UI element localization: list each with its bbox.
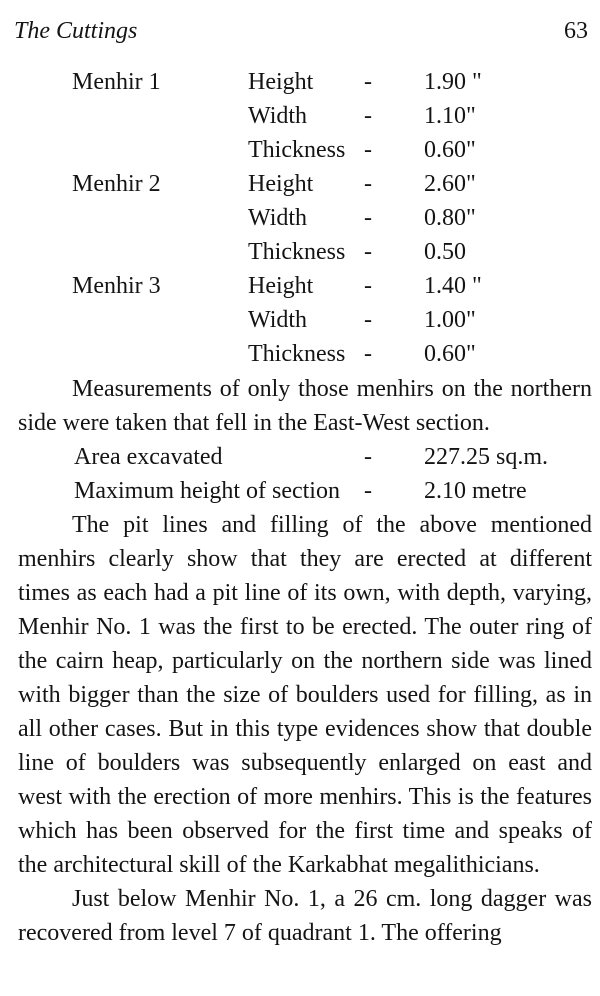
dash: - xyxy=(364,444,372,470)
table-row xyxy=(72,269,592,303)
page-header xyxy=(14,14,588,48)
dimension-label: Height xyxy=(248,171,314,197)
paragraph-dagger: Just below Menhir No. 1, a 26 cm. long dagger was recovered from level 7 of quadrant 1. The offering xyxy=(18,886,592,946)
stat-label: Area excavated xyxy=(74,444,223,470)
menhir-name: Menhir 2 xyxy=(72,171,161,197)
paragraph-pit-lines: The pit lines and filling of the above mentioned menhirs clearly show that they are erected at different times as each had a pit line of its own, with depth, varying, Menhir No. 1 was the first to be erected. The outer ring of the cairn heap, particularly on the northern side was lined with bigger than the size of boulders used for filling, as in all other cases. But in this type evidences show that double line of boulders was subsequently enlarged on east and west with the erection of more menhirs. This is the features which has been observed for the first time and speaks of the architectural skill of the Karkabhat megalithicians. xyxy=(18,512,592,878)
stat-row xyxy=(18,440,592,474)
dimension-label: Thickness xyxy=(248,239,346,265)
table-row xyxy=(72,133,592,167)
running-title: The Cuttings xyxy=(14,18,138,44)
dimension-value: 0.60" xyxy=(424,341,476,367)
dimension-label: Thickness xyxy=(248,341,346,367)
dash: - xyxy=(364,171,372,197)
paragraph-measurements-note: Measurements of only those menhirs on the northern side were taken that fell in the East-West section. xyxy=(18,376,592,436)
dimension-value: 0.60" xyxy=(424,137,476,163)
table-row xyxy=(72,65,592,99)
dash: - xyxy=(364,69,372,95)
table-row xyxy=(72,201,592,235)
dash: - xyxy=(364,137,372,163)
stat-label: Maximum height of section xyxy=(74,478,340,504)
menhir-name: Menhir 1 xyxy=(72,69,161,95)
dimension-value: 0.50 xyxy=(424,239,466,265)
dash: - xyxy=(364,103,372,129)
dimension-value: 2.60" xyxy=(424,171,476,197)
dimension-value: 1.00" xyxy=(424,307,476,333)
dash: - xyxy=(364,273,372,299)
table-row xyxy=(72,235,592,269)
page-number: 63 xyxy=(564,18,588,44)
table-row xyxy=(72,337,592,371)
dash: - xyxy=(364,205,372,231)
stat-row xyxy=(18,474,592,508)
table-row xyxy=(72,167,592,201)
dimension-value: 0.80" xyxy=(424,205,476,231)
table-row xyxy=(72,99,592,133)
dimension-label: Width xyxy=(248,205,308,231)
dimension-label: Thickness xyxy=(248,137,346,163)
table-row xyxy=(72,303,592,337)
dash: - xyxy=(364,239,372,265)
body-text xyxy=(18,372,592,950)
dimension-label: Width xyxy=(248,103,308,129)
dash: - xyxy=(364,341,372,367)
stat-value: 2.10 metre xyxy=(424,478,527,504)
stat-value: 227.25 sq.m. xyxy=(424,444,549,470)
dimension-label: Height xyxy=(248,273,314,299)
menhir-measurements-table xyxy=(72,65,592,371)
dash: - xyxy=(364,478,372,504)
dimension-label: Width xyxy=(248,307,308,333)
dimension-value: 1.40 " xyxy=(424,273,482,299)
dimension-label: Height xyxy=(248,69,314,95)
dash: - xyxy=(364,307,372,333)
dimension-value: 1.90 " xyxy=(424,69,482,95)
menhir-name: Menhir 3 xyxy=(72,273,161,299)
dimension-value: 1.10" xyxy=(424,103,476,129)
